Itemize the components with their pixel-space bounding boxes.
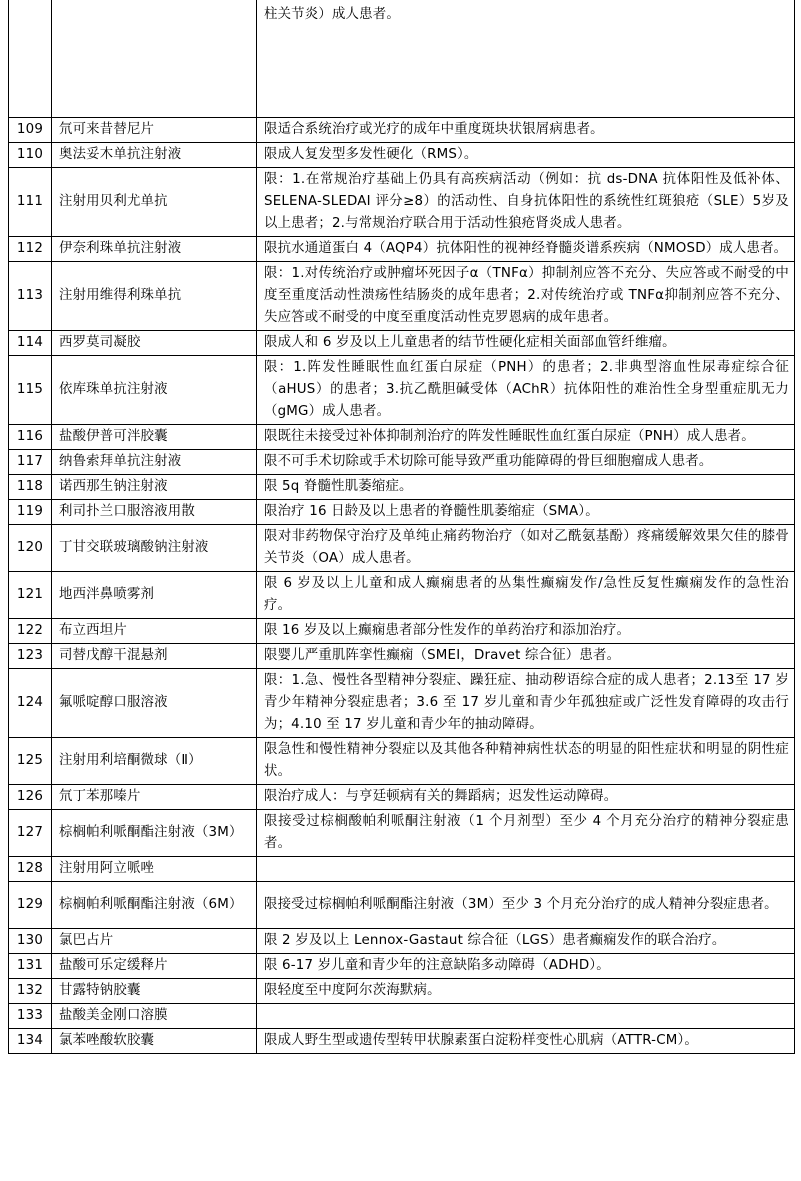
row-number: 129 bbox=[9, 881, 52, 928]
drug-name: 氯苯唑酸软胶囊 bbox=[52, 1028, 257, 1053]
row-number: 122 bbox=[9, 618, 52, 643]
row-number: 134 bbox=[9, 1028, 52, 1053]
drug-restriction-table bbox=[8, 0, 795, 1054]
row-number: 121 bbox=[9, 571, 52, 618]
drug-name: 司替戊醇干混悬剂 bbox=[52, 643, 257, 668]
table-row bbox=[9, 618, 795, 643]
drug-list-document bbox=[8, 0, 794, 1054]
row-number bbox=[9, 0, 52, 117]
row-number: 131 bbox=[9, 953, 52, 978]
drug-name: 伊奈利珠单抗注射液 bbox=[52, 236, 257, 261]
drug-name: 西罗莫司凝胶 bbox=[52, 330, 257, 355]
restriction-note: 限：1.阵发性睡眠性血红蛋白尿症（PNH）的患者；2.非典型溶血性尿毒症综合征（aHUS）的患者；3.抗乙酰胆碱受体（AChR）抗体阳性的难治性全身型重症肌无力（gMG）成人患者。 bbox=[257, 355, 795, 424]
restriction-note: 限 6-17 岁儿童和青少年的注意缺陷多动障碍（ADHD）。 bbox=[257, 953, 795, 978]
restriction-note: 限既往未接受过补体抑制剂治疗的阵发性睡眠性血红蛋白尿症（PNH）成人患者。 bbox=[257, 424, 795, 449]
row-number: 113 bbox=[9, 261, 52, 330]
restriction-note: 限急性和慢性精神分裂症以及其他各种精神病性状态的明显的阳性症状和明显的阴性症状。 bbox=[257, 737, 795, 784]
row-number: 132 bbox=[9, 978, 52, 1003]
drug-name: 布立西坦片 bbox=[52, 618, 257, 643]
row-number: 130 bbox=[9, 928, 52, 953]
restriction-note: 限 2 岁及以上 Lennox-Gastaut 综合征（LGS）患者癫痫发作的联合治疗。 bbox=[257, 928, 795, 953]
restriction-note: 限：1.对传统治疗或肿瘤坏死因子α（TNFα）抑制剂应答不充分、失应答或不耐受的中度至重度活动性溃疡性结肠炎的成年患者；2.对传统治疗或 TNFα抑制剂应答不充分、失应答或不耐受的中度至重度活动性克罗恩病的成年患者。 bbox=[257, 261, 795, 330]
table-row bbox=[9, 330, 795, 355]
table-body bbox=[9, 0, 795, 1053]
drug-name: 注射用阿立哌唑 bbox=[52, 856, 257, 881]
restriction-note: 限不可手术切除或手术切除可能导致严重功能障碍的骨巨细胞瘤成人患者。 bbox=[257, 449, 795, 474]
row-number: 118 bbox=[9, 474, 52, 499]
table-row bbox=[9, 142, 795, 167]
drug-name: 盐酸可乐定缓释片 bbox=[52, 953, 257, 978]
drug-name: 盐酸伊普可泮胶囊 bbox=[52, 424, 257, 449]
table-row bbox=[9, 524, 795, 571]
table-row bbox=[9, 928, 795, 953]
restriction-note: 柱关节炎）成人患者。 bbox=[257, 0, 795, 117]
restriction-note bbox=[257, 856, 795, 881]
drug-name: 氘可来昔替尼片 bbox=[52, 117, 257, 142]
drug-name: 棕榈帕利哌酮酯注射液（6M） bbox=[52, 881, 257, 928]
table-row bbox=[9, 643, 795, 668]
restriction-note: 限适合系统治疗或光疗的成年中重度斑块状银屑病患者。 bbox=[257, 117, 795, 142]
drug-name: 甘露特钠胶囊 bbox=[52, 978, 257, 1003]
drug-name: 丁甘交联玻璃酸钠注射液 bbox=[52, 524, 257, 571]
restriction-note: 限治疗 16 日龄及以上患者的脊髓性肌萎缩症（SMA）。 bbox=[257, 499, 795, 524]
table-row bbox=[9, 737, 795, 784]
row-number: 111 bbox=[9, 167, 52, 236]
restriction-note: 限轻度至中度阿尔茨海默病。 bbox=[257, 978, 795, 1003]
table-row bbox=[9, 167, 795, 236]
row-number: 112 bbox=[9, 236, 52, 261]
row-number: 109 bbox=[9, 117, 52, 142]
table-row bbox=[9, 355, 795, 424]
restriction-note: 限：1.急、慢性各型精神分裂症、躁狂症、抽动秽语综合症的成人患者；2.13至 17 岁青少年精神分裂症患者；3.6 至 17 岁儿童和青少年孤独症或广泛性发育障碍的攻击行为；4.10 至 17 岁儿童和青少年的抽动障碍。 bbox=[257, 668, 795, 737]
table-row bbox=[9, 261, 795, 330]
drug-name: 注射用利培酮微球（Ⅱ） bbox=[52, 737, 257, 784]
restriction-note: 限接受过棕榈酸帕利哌酮注射液（1 个月剂型）至少 4 个月充分治疗的精神分裂症患者。 bbox=[257, 809, 795, 856]
row-number: 124 bbox=[9, 668, 52, 737]
row-number: 120 bbox=[9, 524, 52, 571]
restriction-note: 限接受过棕榈帕利哌酮酯注射液（3M）至少 3 个月充分治疗的成人精神分裂症患者。 bbox=[257, 881, 795, 928]
drug-name: 依库珠单抗注射液 bbox=[52, 355, 257, 424]
row-number: 114 bbox=[9, 330, 52, 355]
table-row bbox=[9, 953, 795, 978]
drug-name: 注射用维得利珠单抗 bbox=[52, 261, 257, 330]
restriction-note: 限婴儿严重肌阵挛性癫痫（SMEI，Dravet 综合征）患者。 bbox=[257, 643, 795, 668]
restriction-note: 限抗水通道蛋白 4（AQP4）抗体阳性的视神经脊髓炎谱系疾病（NMOSD）成人患者。 bbox=[257, 236, 795, 261]
restriction-note: 限成人野生型或遗传型转甲状腺素蛋白淀粉样变性心肌病（ATTR-CM）。 bbox=[257, 1028, 795, 1053]
table-row bbox=[9, 809, 795, 856]
restriction-note bbox=[257, 1003, 795, 1028]
drug-name: 氯巴占片 bbox=[52, 928, 257, 953]
restriction-note: 限对非药物保守治疗及单纯止痛药物治疗（如对乙酰氨基酚）疼痛缓解效果欠佳的膝骨关节炎（OA）成人患者。 bbox=[257, 524, 795, 571]
drug-name: 棕榈帕利哌酮酯注射液（3M） bbox=[52, 809, 257, 856]
row-number: 127 bbox=[9, 809, 52, 856]
table-row bbox=[9, 668, 795, 737]
restriction-note: 限 5q 脊髓性肌萎缩症。 bbox=[257, 474, 795, 499]
drug-name: 氘丁苯那嗪片 bbox=[52, 784, 257, 809]
restriction-note: 限：1.在常规治疗基础上仍具有高疾病活动（例如：抗 ds-DNA 抗体阳性及低补体、SELENA-SLEDAI 评分≥8）的活动性、自身抗体阳性的系统性红斑狼疮（SLE）5岁及以上患者；2.与常规治疗联合用于活动性狼疮肾炎成人患者。 bbox=[257, 167, 795, 236]
table-row bbox=[9, 571, 795, 618]
row-number: 128 bbox=[9, 856, 52, 881]
row-number: 123 bbox=[9, 643, 52, 668]
restriction-note: 限 16 岁及以上癫痫患者部分性发作的单药治疗和添加治疗。 bbox=[257, 618, 795, 643]
row-number: 126 bbox=[9, 784, 52, 809]
table-row bbox=[9, 1028, 795, 1053]
row-number: 117 bbox=[9, 449, 52, 474]
drug-name: 氟哌啶醇口服溶液 bbox=[52, 668, 257, 737]
row-number: 115 bbox=[9, 355, 52, 424]
table-row bbox=[9, 236, 795, 261]
table-row bbox=[9, 978, 795, 1003]
drug-name: 地西泮鼻喷雾剂 bbox=[52, 571, 257, 618]
table-row bbox=[9, 881, 795, 928]
row-number: 116 bbox=[9, 424, 52, 449]
table-row bbox=[9, 474, 795, 499]
row-number: 125 bbox=[9, 737, 52, 784]
drug-name: 纳鲁索拜单抗注射液 bbox=[52, 449, 257, 474]
drug-name: 利司扑兰口服溶液用散 bbox=[52, 499, 257, 524]
table-row bbox=[9, 117, 795, 142]
drug-name: 盐酸美金刚口溶膜 bbox=[52, 1003, 257, 1028]
restriction-note: 限成人和 6 岁及以上儿童患者的结节性硬化症相关面部血管纤维瘤。 bbox=[257, 330, 795, 355]
table-row-continuation bbox=[9, 0, 795, 117]
drug-name: 注射用贝利尤单抗 bbox=[52, 167, 257, 236]
row-number: 119 bbox=[9, 499, 52, 524]
table-row bbox=[9, 784, 795, 809]
table-row bbox=[9, 499, 795, 524]
row-number: 133 bbox=[9, 1003, 52, 1028]
drug-name: 诺西那生钠注射液 bbox=[52, 474, 257, 499]
drug-name: 奥法妥木单抗注射液 bbox=[52, 142, 257, 167]
restriction-note: 限治疗成人：与亨廷顿病有关的舞蹈病；迟发性运动障碍。 bbox=[257, 784, 795, 809]
table-row bbox=[9, 449, 795, 474]
table-row bbox=[9, 424, 795, 449]
drug-name bbox=[52, 0, 257, 117]
table-row bbox=[9, 856, 795, 881]
row-number: 110 bbox=[9, 142, 52, 167]
table-row bbox=[9, 1003, 795, 1028]
restriction-note: 限 6 岁及以上儿童和成人癫痫患者的丛集性癫痫发作/急性反复性癫痫发作的急性治疗。 bbox=[257, 571, 795, 618]
restriction-note: 限成人复发型多发性硬化（RMS）。 bbox=[257, 142, 795, 167]
